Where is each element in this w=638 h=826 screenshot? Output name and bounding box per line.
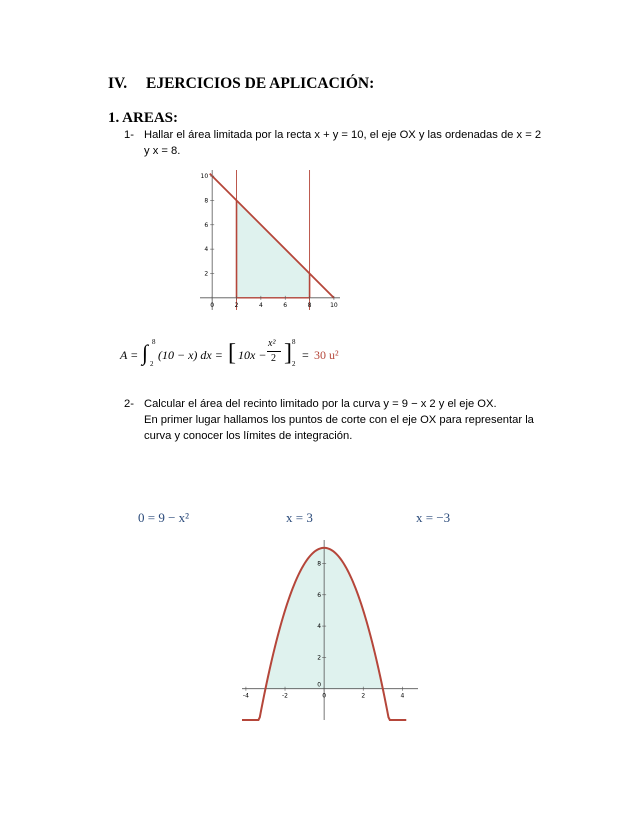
y-tick-label: 4 — [204, 246, 209, 254]
integral-upper: 8 — [152, 338, 156, 346]
y-tick-label: 8 — [204, 197, 209, 205]
equation-intersections: 0 = 9 − x² — [138, 510, 190, 525]
y-tick-label: 2 — [317, 654, 322, 662]
x-tick-label: 6 — [283, 301, 288, 309]
x-tick-label: -2 — [282, 692, 289, 700]
shaded-area — [237, 200, 310, 297]
y-tick-label: 6 — [204, 221, 209, 229]
fraction-bar — [267, 351, 281, 352]
integral-lower: 2 — [150, 360, 154, 368]
chart-parabola-area — [238, 536, 422, 724]
bracket-lower: 2 — [292, 360, 296, 368]
y-tick-label: 10 — [200, 173, 209, 181]
y-tick-label: 2 — [204, 270, 209, 278]
bracket-upper: 8 — [292, 338, 296, 346]
chart-line-area — [186, 166, 346, 326]
formula-frac-den: 2 — [271, 353, 276, 364]
x-tick-label: 4 — [258, 301, 263, 309]
x-tick-label: 4 — [400, 692, 405, 700]
y-tick-label: 8 — [317, 560, 322, 568]
section-title: EJERCICIOS DE APLICACIÓN: — [146, 75, 375, 92]
x-tick-label: 0 — [210, 301, 215, 309]
x-tick-label: -4 — [242, 692, 249, 700]
formula-result: 30 u² — [314, 348, 339, 362]
x-tick-label: 0 — [322, 692, 327, 700]
formula-lhs: A = — [120, 348, 139, 362]
formula-frac-num: x² — [268, 338, 276, 349]
integral-sign: ∫ — [142, 340, 149, 365]
exercise1-line1: Hallar el área limitada por la recta x + y = 10, el eje OX y las ordenadas de x = 2 — [144, 129, 542, 141]
formula-equals: = — [302, 348, 309, 362]
x-tick-label: 8 — [307, 301, 312, 309]
exercise1-line2: y x = 8. — [144, 145, 181, 157]
x-tick-label: 2 — [234, 301, 239, 309]
formula-integrand: (10 − x) dx = — [158, 348, 223, 362]
exercise2-number: 2- — [124, 398, 134, 410]
subsection-heading: 1. AREAS: — [108, 110, 179, 126]
exercise2-line3: curva y conocer los límites de integración. — [144, 430, 353, 442]
y-tick-label: 0 — [317, 681, 322, 689]
equation-root-negative: x = −3 — [416, 510, 451, 525]
exercise2-line1: Calcular el área del recinto limitado por la curva y = 9 − x 2 y el eje OX. — [144, 398, 497, 410]
x-tick-label: 10 — [330, 301, 338, 309]
bracket-close-icon: ] — [284, 340, 292, 366]
formula-antiderivative: 10x − — [238, 348, 267, 362]
section-number: IV. — [108, 75, 128, 92]
exercise1-number: 1- — [124, 129, 134, 141]
section-heading — [108, 75, 374, 93]
y-tick-label: 6 — [317, 591, 322, 599]
bracket-open-icon: [ — [228, 340, 236, 366]
equation-root-positive: x = 3 — [286, 510, 313, 525]
area-formula — [120, 340, 360, 370]
exercise2-line2: En primer lugar hallamos los puntos de corte con el eje OX para representar la — [144, 414, 534, 426]
x-tick-label: 2 — [361, 692, 366, 700]
y-tick-label: 4 — [317, 623, 322, 631]
